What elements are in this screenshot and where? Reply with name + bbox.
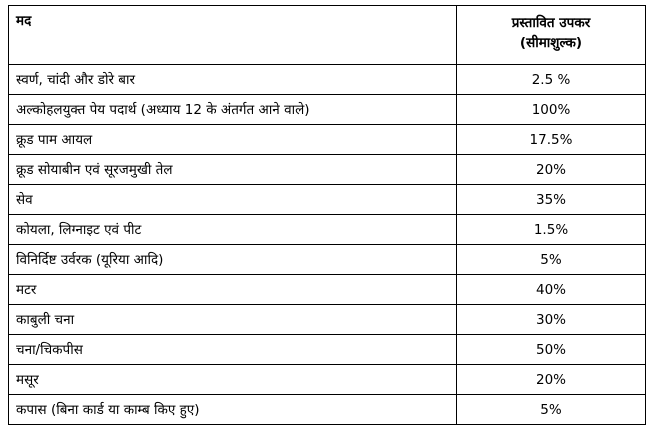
header-item: मद [9,6,457,65]
table-row [9,365,646,395]
item-cell: क्रूड सोयाबीन एवं सूरजमुखी तेल [9,155,457,185]
rate-cell: 100% [457,95,646,125]
rate-cell: 40% [457,275,646,305]
rate-cell: 35% [457,185,646,215]
table-row [9,125,646,155]
table-header-row [9,6,646,65]
table-row [9,305,646,335]
header-cess-line2: (सीमाशुल्क) [519,35,583,51]
header-proposed-cess [457,6,646,65]
table-row [9,335,646,365]
item-cell: काबुली चना [9,305,457,335]
rate-cell: 2.5 % [457,65,646,95]
item-cell: कपास (बिना कार्ड या काम्ब किए हुए) [9,395,457,425]
item-cell: स्वर्ण, चांदी और डोरे बार [9,65,457,95]
rate-cell: 20% [457,365,646,395]
item-cell: कोयला, लिग्नाइट एवं पीट [9,215,457,245]
table-row [9,215,646,245]
item-cell: अल्कोहलयुक्त पेय पदार्थ (अध्याय 12 के अंतर्गत आने वाले) [9,95,457,125]
item-cell: सेव [9,185,457,215]
item-cell: मटर [9,275,457,305]
table-row [9,65,646,95]
header-cess-line1: प्रस्तावित उपकर [511,15,591,31]
rate-cell: 1.5% [457,215,646,245]
item-cell: विनिर्दिष्ट उर्वरक (यूरिया आदि) [9,245,457,275]
table-row [9,185,646,215]
table-row [9,245,646,275]
item-cell: चना/चिकपीस [9,335,457,365]
table-row [9,275,646,305]
rate-cell: 20% [457,155,646,185]
table-row [9,155,646,185]
rate-cell: 5% [457,245,646,275]
rate-cell: 5% [457,395,646,425]
table-row [9,395,646,425]
rate-cell: 50% [457,335,646,365]
proposed-cess-table [8,5,646,425]
cess-table-container [8,5,646,425]
table-row [9,95,646,125]
item-cell: क्रूड पाम आयल [9,125,457,155]
rate-cell: 30% [457,305,646,335]
item-cell: मसूर [9,365,457,395]
rate-cell: 17.5% [457,125,646,155]
